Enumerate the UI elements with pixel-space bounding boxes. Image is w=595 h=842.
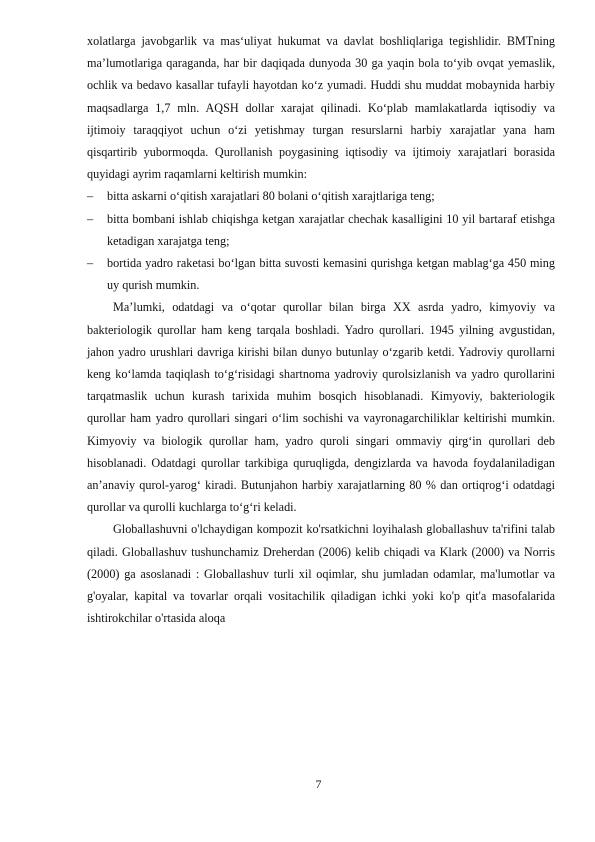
list-item bbox=[87, 208, 555, 252]
body-text bbox=[87, 30, 555, 629]
list-item bbox=[87, 185, 555, 207]
list-item-text: bitta askarni o‘qitish xarajatlari 80 bolani o‘qitish xarajtlariga teng; bbox=[107, 189, 435, 204]
list-item-text: bortida yadro raketasi bo‘lgan bitta suvosti kemasini qurishga ketgan mablag‘ga 450 ming uy qurish mumkin. bbox=[107, 256, 555, 293]
dash-bullet: – bbox=[87, 189, 94, 204]
expense-list bbox=[87, 185, 555, 296]
paragraph-weapons: Ma’lumki, odatdagi va o‘qotar qurollar bilan birga XX asrda yadro, kimyoviy va bakteriologik qurollar ham keng tarqala boshladi. Yadro qurollari. 1945 yilning avgustidan, jahon yadro urushlari davriga kirishi bilan dunyo butunlay o‘zgarib ketdi. Yadroviy qurollarni keng ko‘lamda taqiqlash to‘g‘risidagi shartnoma yadroviy qurolsizlanish va yadro qurollarini tarqatmaslik uchun kurash tarixida muhim bosqich hisoblanadi. Kimyoviy, bakteriologik qurollar ham yadro qurollari singari o‘lim sochishi va vayronagarchiliklar keltirishi mumkin. Kimyoviy va biologik qurollar ham, yadro quroli singari ommaviy qirg‘in qurollari deb hisoblanadi. Odatdagi qurollar tarkibiga quruqligda, dengizlarda va havoda foydalaniladigan an’anaviy qurol-yarog‘ kiradi. Butunjahon harbiy xarajatlarning 80 % dan ortiqrog‘i odatdagi qurollar va qurolli kuchlarga to‘g‘ri keladi. bbox=[87, 300, 555, 515]
dash-bullet: – bbox=[87, 211, 94, 226]
paragraph-intro: xolatlarga javobgarlik va mas‘uliyat hukumat va davlat boshliqlariga tegishlidir. BMTning ma’lumotlariga qaraganda, har bir daqiqada dunyoda 30 ga yaqin bola to‘yib ovqat yemaslik, ochlik va bedavo kasallar tufayli hayotdan ko‘z yumadi. Huddi shu muddat mobaynida harbiy maqsadlarga 1,7 mln. AQSH dollar xarajat qilinadi. Ko‘plab mamlakatlarda iqtisodiy va ijtimoiy taraqqiyot uchun o‘zi yetishmay turgan resurslarni harbiy xarajatlar yana ham qisqartirib yubormoqda. Qurollanish poygasining iqtisodiy va ijtimoiy xarajatlari borasida quyidagi ayrim raqamlarni keltirish mumkin: bbox=[87, 34, 555, 182]
list-item-text: bitta bombani ishlab chiqishga ketgan xarajatlar chechak kasalligini 10 yil bartaraf etishga ketadigan xarajatga teng; bbox=[107, 211, 555, 248]
list-item bbox=[87, 252, 555, 296]
paragraph-globalization: Globallashuvni o'lchaydigan kompozit ko'rsatkichni loyihalash globallashuv ta'rifini talab qiladi. Globallashuv tushunchamiz Dreherdan (2006) kelib chiqadi va Klark (2000) va Norris (2000) ga asoslanadi : Globallashuv turli xil oqimlar, shu jumladan odamlar, ma'lumotlar va g'oyalar, kapital va tovarlar orqali vositachilik qiladigan ichki yoki ko'p qit'a masofalarida ishtirokchilar o'rtasida aloqa bbox=[87, 522, 555, 626]
page-number: 7 bbox=[315, 777, 322, 791]
dash-bullet: – bbox=[87, 256, 94, 271]
